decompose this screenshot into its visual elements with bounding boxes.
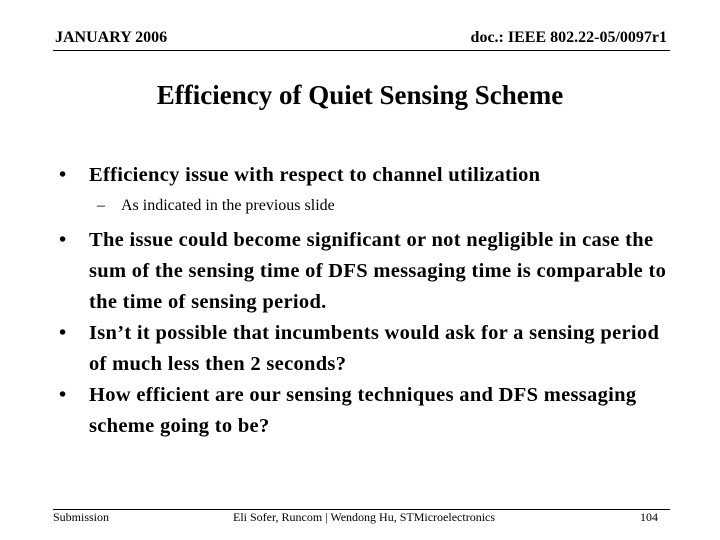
bullet-marker: •: [59, 384, 67, 406]
bullet-text: How efficient are our sensing techniques and DFS messaging scheme going to be?: [89, 384, 637, 437]
sub-bullet-text: As indicated in the previous slide: [121, 197, 335, 214]
page-number: 104: [640, 510, 658, 524]
bullet-text: The issue could become significant or not negligible in case the sum of the sensing time of DFS messaging time is comparable to the time of sensing period.: [89, 229, 667, 313]
header-date: JANUARY 2006: [55, 29, 168, 46]
header-doc-id: doc.: IEEE 802.22-05/0097r1: [470, 29, 667, 46]
bullet-text: Efficiency issue with respect to channel utilization: [89, 164, 541, 186]
bullet-item: [59, 380, 679, 442]
bullet-marker: •: [59, 164, 67, 186]
slide-title: Efficiency of Quiet Sensing Scheme: [156, 80, 564, 110]
sub-bullet-item: [59, 191, 679, 221]
bullet-marker: •: [59, 322, 67, 344]
slide-body: [59, 160, 679, 442]
bullet-marker: •: [59, 229, 67, 251]
sub-bullet-marker: –: [97, 197, 105, 214]
bullet-item: [59, 160, 679, 191]
footer-submission: Submission: [53, 510, 110, 524]
header-divider: [53, 50, 670, 51]
footer-authors: Eli Sofer, Runcom | Wendong Hu, STMicroelectronics: [233, 510, 496, 524]
bullet-text: Isn’t it possible that incumbents would ask for a sensing period of much less then 2 seconds?: [89, 322, 660, 375]
bullet-item: [59, 318, 679, 380]
bullet-item: [59, 225, 679, 318]
